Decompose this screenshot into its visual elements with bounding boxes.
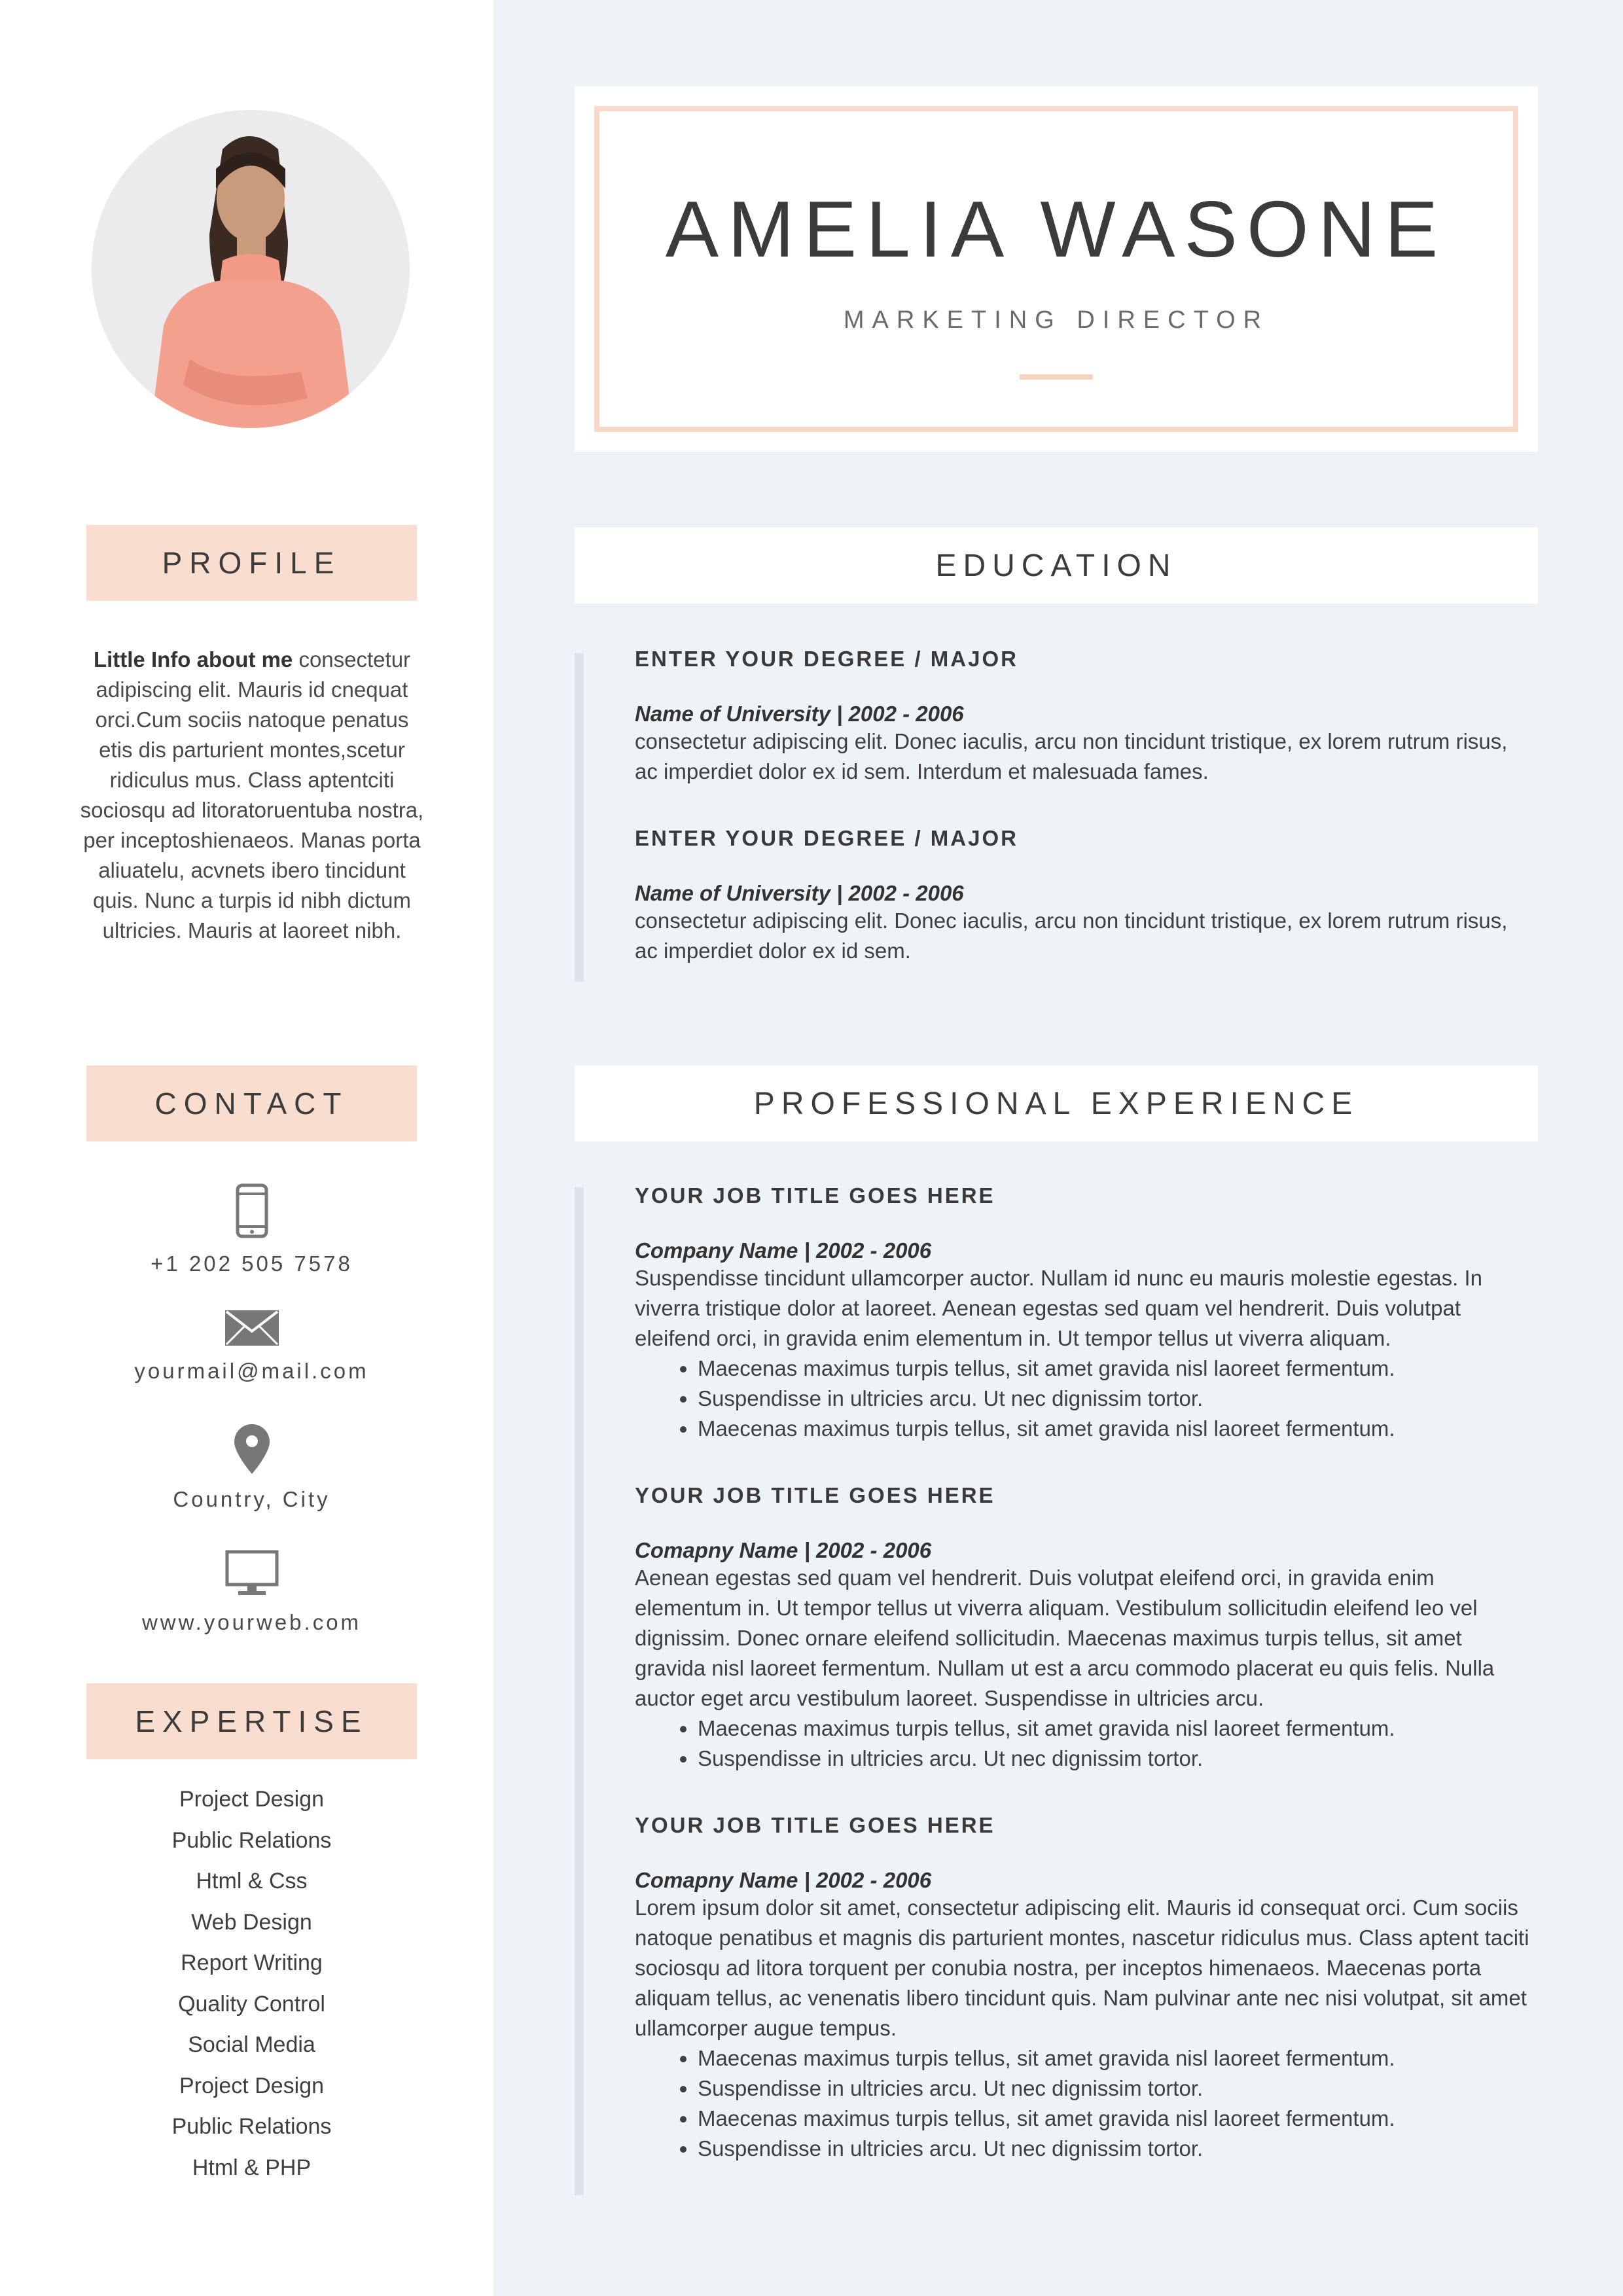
location-text: Country, City	[173, 1487, 330, 1511]
expertise-item: Report Writing	[181, 1950, 323, 1975]
job-bullets	[635, 1354, 1535, 1444]
expertise-item: Html & PHP	[192, 2155, 312, 2180]
monitor-icon	[225, 1550, 279, 1597]
expertise-item: Quality Control	[178, 1991, 325, 2017]
profile-heading: PROFILE	[86, 525, 417, 601]
bullet-item: • Suspendisse in ultricies arcu. Ut nec dignissim tortor.	[698, 1384, 1535, 1414]
experience-entry	[635, 1483, 1535, 1774]
profile-body: consectetur adipiscing elit. Mauris id cnequat orci.Cum sociis natoque penatus etis dis parturient montes,scetur ridiculus mus. Class aptentciti sociosqu ad litoratoruentuba nostra, per inceptoshienaeos. Manas porta aliuatelu, acvnets ibero tincidunt quis. Nunc a turpis id nibh dictum ultricies. Mauris at laoreet nibh.	[80, 647, 424, 942]
header-card	[575, 86, 1538, 452]
expertise-item: Html & Css	[196, 1869, 308, 1893]
degree-title: ENTER YOUR DEGREE / MAJOR	[635, 826, 1018, 850]
person-name: AMELIA WASONE	[665, 185, 1448, 274]
phone-text: +1 202 505 7578	[151, 1251, 353, 1276]
expertise-list	[86, 1779, 417, 2188]
expertise-item: Public Relations	[171, 2114, 332, 2139]
education-rail	[575, 653, 584, 982]
job-title-heading: YOUR JOB TITLE GOES HERE	[635, 1483, 995, 1507]
expertise-item: Web Design	[191, 1909, 312, 1935]
education-entry	[635, 647, 1535, 787]
contact-email	[86, 1310, 417, 1384]
web-text: www.yourweb.com	[141, 1610, 362, 1634]
job-title: MARKETING DIRECTOR	[843, 306, 1270, 334]
job-description: Suspendisse tincidunt ullamcorper auctor. Nullam id nunc eu mauris molestie egestas. In viverra tristique dolor at laoreet. Aenean egestas sed quam vel hendrerit. Duis volutpat eleifend orci, in gravida enim elementum in. Ut tempor tellus ut viverra aliquam.	[635, 1266, 1482, 1350]
contact-heading: CONTACT	[86, 1066, 417, 1141]
profile-text	[79, 645, 425, 946]
expertise-item: Project Design	[179, 2073, 325, 2098]
job-description: Aenean egestas sed quam vel hendrerit. Duis volutpat eleifend orci, in gravida enim elementum in. Ut tempor tellus ut viverra aliquam. Vestibulum sollicitudin eleifend leo vel dignissim. Donec ornare eleifend sollicitudin. Maecenas maximus turpis tellus, sit amet gravida nisl laoreet fermentum. Nullam ut est a arcu commodo placerat eu quis felis. Nulla auctor eget arcu vestibulum laoreet. Suspendisse in ultricies arcu.	[635, 1566, 1495, 1710]
expertise-item: Social Media	[188, 2032, 315, 2057]
bullet-item: • Maecenas maximus turpis tellus, sit amet gravida nisl laoreet fermentum.	[698, 2104, 1535, 2134]
expertise-item: Public Relations	[171, 1827, 332, 1853]
contact-web	[86, 1550, 417, 1635]
bullet-item: • Maecenas maximus turpis tellus, sit amet gravida nisl laoreet fermentum.	[698, 2043, 1535, 2073]
degree-title: ENTER YOUR DEGREE / MAJOR	[635, 647, 1018, 671]
bullet-item: • Suspendisse in ultricies arcu. Ut nec dignissim tortor.	[698, 2073, 1535, 2104]
sidebar	[0, 0, 493, 2296]
company-meta: Comapny Name | 2002 - 2006	[635, 1538, 932, 1562]
job-bullets	[635, 2043, 1535, 2164]
email-text: yourmail@mail.com	[134, 1359, 369, 1383]
education-heading: EDUCATION	[575, 528, 1538, 603]
job-bullets	[635, 1713, 1535, 1774]
education-description: consectetur adipiscing elit. Donec iaculis, arcu non tincidunt tristique, ex lorem rutrum risus, ac imperdiet dolor ex id sem.	[635, 908, 1508, 963]
bullet-item: • Maecenas maximus turpis tellus, sit amet gravida nisl laoreet fermentum.	[698, 1414, 1535, 1444]
job-description: Lorem ipsum dolor sit amet, consectetur adipiscing elit. Mauris id consequat orci. Cum sociis natoque penatibus et magnis dis parturient montes, nascetur ridiculus mus. Class aptent taciti sociosqu ad litora torquent per conubia nostra, per inceptos himenaeos. Maecenas porta aliquam tellus, ac venenatis libero tincidunt quis. Nam pulvinar ante nec nisi volutpat, sit amet ullamcorper augue tempus.	[635, 1895, 1529, 2040]
bullet-item: • Suspendisse in ultricies arcu. Ut nec dignissim tortor.	[698, 1744, 1535, 1774]
university-meta: Name of University | 2002 - 2006	[635, 881, 964, 905]
contact-phone	[86, 1183, 417, 1276]
experience-rail	[575, 1187, 584, 2195]
education-entry	[635, 826, 1535, 966]
job-title-heading: YOUR JOB TITLE GOES HERE	[635, 1183, 995, 1208]
company-meta: Company Name | 2002 - 2006	[635, 1238, 932, 1263]
accent-divider	[1020, 374, 1093, 380]
phone-icon	[236, 1183, 268, 1238]
profile-lead: Little Info about me	[93, 647, 293, 672]
experience-heading: PROFESSIONAL EXPERIENCE	[575, 1066, 1538, 1141]
person-portrait-icon	[92, 110, 410, 428]
envelope-icon	[225, 1310, 279, 1346]
expertise-item: Project Design	[179, 1787, 325, 1812]
expertise-heading: EXPERTISE	[86, 1683, 417, 1759]
education-description: consectetur adipiscing elit. Donec iaculis, arcu non tincidunt tristique, ex lorem rutrum risus, ac imperdiet dolor ex id sem. Interdum et malesuada fames.	[635, 729, 1508, 783]
bullet-item: • Maecenas maximus turpis tellus, sit amet gravida nisl laoreet fermentum.	[698, 1354, 1535, 1384]
bullet-item: • Maecenas maximus turpis tellus, sit amet gravida nisl laoreet fermentum.	[698, 1713, 1535, 1744]
company-meta: Comapny Name | 2002 - 2006	[635, 1868, 932, 1892]
contact-location	[86, 1424, 417, 1512]
job-title-heading: YOUR JOB TITLE GOES HERE	[635, 1813, 995, 1837]
location-pin-icon	[234, 1424, 270, 1474]
experience-entry	[635, 1183, 1535, 1444]
university-meta: Name of University | 2002 - 2006	[635, 702, 964, 726]
bullet-item: • Suspendisse in ultricies arcu. Ut nec dignissim tortor.	[698, 2134, 1535, 2164]
profile-photo	[92, 110, 410, 428]
experience-entry	[635, 1813, 1535, 2164]
